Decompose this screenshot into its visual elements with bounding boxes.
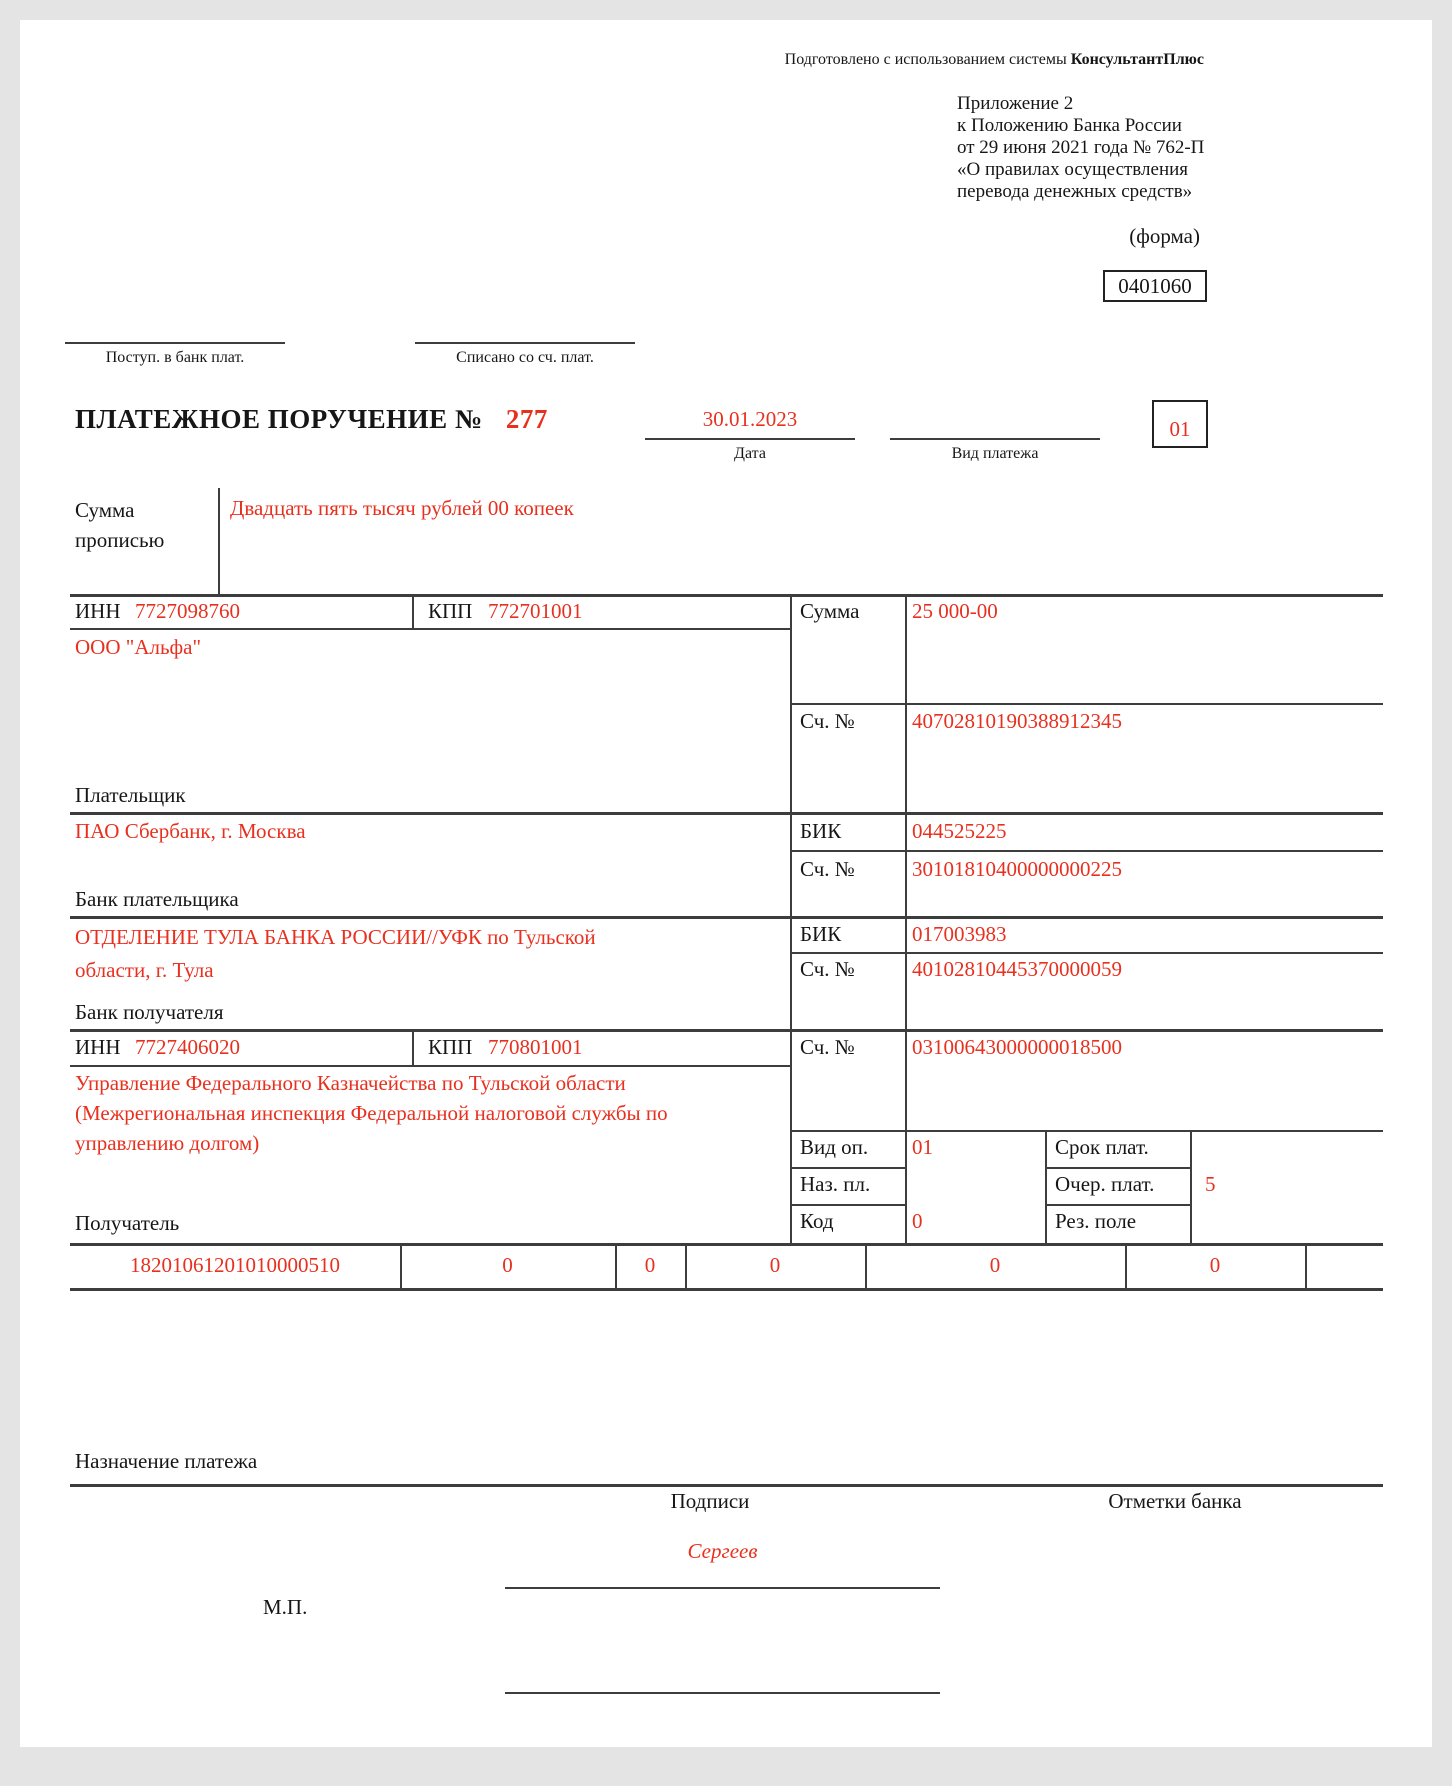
appendix-line: Приложение 2 (957, 93, 1074, 114)
due-date-label: Срок плат. (1055, 1135, 1149, 1159)
table-line (790, 1167, 905, 1169)
reserve-field-label: Рез. поле (1055, 1209, 1137, 1233)
payer-account-value: 40702810190388912345 (912, 709, 1122, 733)
payer-inn-label: ИНН (75, 599, 121, 623)
document-date: 30.01.2023 (702, 407, 798, 431)
payer-bank-account-label: Сч. № (800, 857, 855, 881)
date-line (645, 438, 855, 440)
payment-kind-line (890, 438, 1100, 440)
appendix-line: «О правилах осуществления (957, 159, 1189, 180)
budget-cell: 0 (769, 1253, 781, 1277)
amount-words-label-line1: Сумма (75, 498, 135, 522)
amount-words-divider (218, 488, 220, 594)
forma-label: (форма) (1129, 224, 1200, 248)
table-line (790, 952, 1383, 954)
table-line (70, 916, 1383, 919)
payer-kpp-label: КПП (428, 599, 473, 623)
table-line (70, 1484, 1383, 1487)
sum-label: Сумма (800, 599, 860, 623)
table-line (1045, 1167, 1190, 1169)
table-line (70, 1288, 1383, 1291)
receipt-left-label: Поступ. в банк плат. (105, 349, 245, 366)
prepared-with-note (785, 50, 1204, 70)
payee-bank-bik-value: 017003983 (912, 922, 1007, 946)
prepared-with-prefix: Подготовлено с использованием системы (784, 51, 1071, 68)
payer-inn-value: 7727098760 (135, 599, 240, 623)
payee-account-value: 03100643000000018500 (912, 1035, 1122, 1059)
receipt-right-line (415, 342, 635, 344)
stamp-place-label: М.П. (263, 1595, 308, 1619)
payer-bank-name: ПАО Сбербанк, г. Москва (75, 819, 306, 843)
document-title (75, 403, 548, 435)
kbk-value: 18201061201010000510 (130, 1253, 340, 1277)
amount-words-value: Двадцать пять тысяч рублей 00 копеек (230, 496, 574, 520)
payer-name: ООО "Альфа" (75, 635, 202, 659)
document-number: 277 (505, 404, 548, 434)
payee-bank-account-label: Сч. № (800, 957, 855, 981)
payee-kpp-value: 770801001 (488, 1035, 583, 1059)
priority-value: 5 (1205, 1172, 1216, 1196)
table-line (412, 1029, 414, 1065)
payer-bank-bik-value: 044525225 (912, 819, 1007, 843)
payee-bank-name: ОТДЕЛЕНИЕ ТУЛА БАНКА РОССИИ//УФК по Тульской области, г. Тула (75, 925, 596, 982)
table-line (70, 594, 1383, 597)
appendix-line: от 29 июня 2021 года № 762-П (957, 137, 1205, 158)
table-line (1190, 1130, 1192, 1243)
prepared-with-system-name: КонсультантПлюс (1070, 51, 1204, 68)
payer-kpp-value: 772701001 (488, 599, 583, 623)
amount-words-label-line2: прописью (75, 528, 165, 552)
payee-inn-value: 7727406020 (135, 1035, 240, 1059)
payer-account-label: Сч. № (800, 709, 855, 733)
signature-line (505, 1692, 940, 1694)
appendix-note (957, 93, 1204, 203)
payer-bank-section-label: Банк плательщика (75, 887, 239, 911)
budget-cell: 0 (1209, 1253, 1221, 1277)
table-line (70, 628, 790, 630)
budget-cell: 0 (502, 1253, 513, 1277)
table-line (70, 1243, 1383, 1246)
sum-value: 25 000-00 (912, 599, 998, 623)
table-line (790, 850, 1383, 852)
appendix-line: к Положению Банка России (957, 115, 1182, 136)
payer-bank-account-value: 30101810400000000225 (912, 857, 1122, 881)
payee-inn-label: ИНН (75, 1035, 121, 1059)
payee-kpp-label: КПП (428, 1035, 473, 1059)
table-line (70, 1029, 1383, 1032)
signature-name: Сергеев (687, 1539, 758, 1563)
payer-section-label: Плательщик (75, 783, 186, 807)
table-line (412, 594, 414, 628)
status-code-box (1152, 400, 1208, 448)
payee-bank-section-label: Банк получателя (75, 1000, 224, 1024)
payer-bank-bik-label: БИК (800, 819, 842, 843)
appendix-line: перевода денежных средств» (957, 181, 1193, 202)
payment-kind-label: Вид платежа (951, 445, 1039, 462)
code-value: 0 (912, 1209, 923, 1233)
op-kind-label: Вид оп. (800, 1135, 869, 1159)
payee-bank-bik-label: БИК (800, 922, 842, 946)
table-line (70, 1065, 790, 1067)
amount-words-label (75, 495, 164, 555)
okud-code: 0401060 (1118, 274, 1192, 298)
table-line (1305, 1243, 1307, 1288)
priority-label: Очер. плат. (1055, 1172, 1155, 1196)
receipt-left-line (65, 342, 285, 344)
payment-order-document (20, 20, 1432, 1747)
signatures-label: Подписи (670, 1489, 750, 1513)
date-label: Дата (734, 445, 766, 462)
payment-purpose-code-label: Наз. пл. (800, 1172, 871, 1196)
okud-code-box (1103, 270, 1207, 302)
budget-cell: 0 (644, 1253, 656, 1277)
receipt-right-label: Списано со сч. плат. (456, 349, 594, 366)
table-line (790, 703, 1383, 705)
signature-line (505, 1587, 940, 1589)
payee-account-label: Сч. № (800, 1035, 855, 1059)
bank-marks-label: Отметки банка (1108, 1489, 1242, 1513)
payee-name: Управление Федерального Казначейства по Тульской области (Межрегиональная инспекция Федеральной налоговой службы по управлению долгом) (75, 1071, 668, 1155)
status-code: 01 (1169, 417, 1191, 441)
table-line (1045, 1204, 1190, 1206)
purpose-label: Назначение платежа (75, 1449, 258, 1473)
op-kind-value: 01 (912, 1135, 933, 1159)
code-label: Код (800, 1209, 834, 1233)
table-line (1045, 1130, 1047, 1243)
payee-section-label: Получатель (75, 1211, 180, 1235)
budget-cell: 0 (989, 1253, 1001, 1277)
table-line (70, 812, 1383, 815)
document-title-label: ПЛАТЕЖНОЕ ПОРУЧЕНИЕ № (75, 404, 483, 434)
table-line (790, 1130, 1383, 1132)
table-line (790, 1204, 905, 1206)
payee-bank-account-value: 40102810445370000059 (912, 957, 1122, 981)
